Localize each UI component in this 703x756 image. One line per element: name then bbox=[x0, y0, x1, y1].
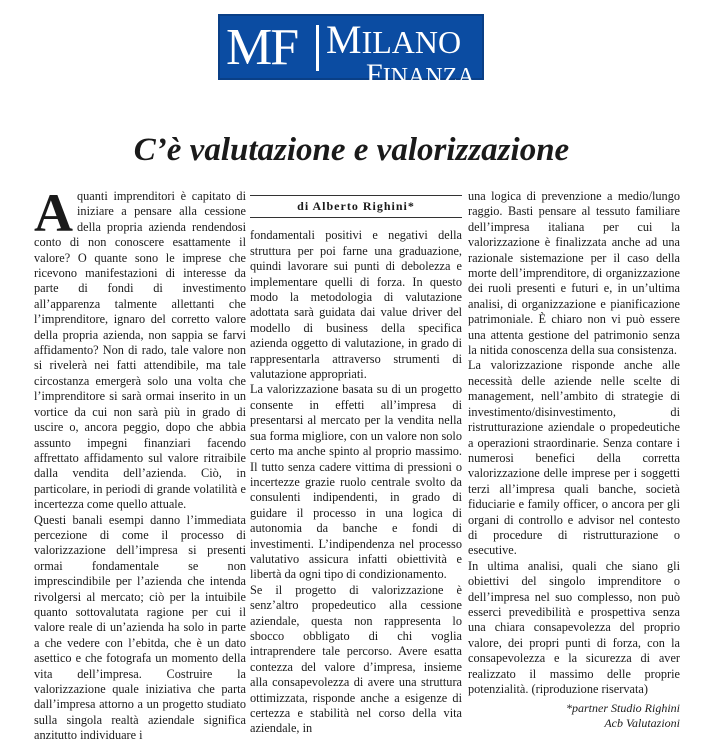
masthead-wordmark bbox=[326, 17, 475, 91]
paragraph: Questi banali esempi danno l’immediata percezione di come il processo di valorizzazione dell’impresa si presenti ormai fondamentale se non imprescindibile per l’azienda che intenda rivolgersi al mercato; ciò per la intuibile quanto sottovalutata ragione per cui il valore reale di un’azienda ha solo in parte a che vedere con l’ebitda, che è un dato asettico e che fotografa un momento della vita dell’impresa. Costruire la valorizzazione quale iniziativa che parta dall’impresa attorno a un progetto studiato sulla singola realtà aziendale significa anzitutto individuare i bbox=[34, 512, 246, 743]
masthead-divider bbox=[316, 25, 319, 71]
masthead-mf: MF bbox=[226, 19, 298, 76]
author-affiliation: *partner Studio Righini bbox=[566, 701, 680, 716]
paragraph: fondamentali positivi e negativi della struttura per poi farne una graduazione, quindi lavorare sui punti di debolezza e implementare quelli di forza. In questo modo la metodologia di valutazione adottata sarà guidata dai value driver del modello di business della specifica azienda oggetto di valutazione, in grado di rappresentarla attraverso strumenti di valutazione appropriati. bbox=[250, 228, 462, 382]
paragraph: Aquanti imprenditori è capitato di iniziare a pensare alla cessione della propria azienda rendendosi conto di non conoscere esattamente il valore? O quante sono le imprese che ricevono manifestazioni di interesse da parte di fondi di investimento all’apparenza talmente allettanti che l’imprenditore, ignaro del corretto valore della propria azienda, non sappia se farvi affidamento? Non di rado, tale valore non si rivelerà nei fatti attendibile, ma tale circostanza emergerà solo una volta che l’imprenditore si sarà ormai inserito in un vortice da cui non sarà più in grado di uscire o, ancora peggio, dopo che abbia assunto impegni finanziari facendo affrettato affidamento sul valore ritraibile dalla vendita dell’azienda. Ciò, in particolare, in periodi di grande volatilità e incertezza come quello attuale. bbox=[34, 183, 246, 512]
article-column-2 bbox=[250, 195, 462, 737]
paragraph: Se il progetto di valorizzazione è senz’altro propedeutico alla cessione aziendale, questa non rappresenta lo sbocco obbligato di chi voglia intraprendere tale percorso. Avere esatta contezza del valore d’impresa, insieme alla consapevolezza di avere una struttura ottimizzata, risponde anche a esigenze di certezza e stabilità nel corso della vita aziendale, in bbox=[250, 582, 462, 736]
article-column-3 bbox=[468, 189, 680, 731]
paragraph: una logica di prevenzione a medio/lungo raggio. Basti pensare al tessuto familiare dell’impresa italiana per cui la valorizzazione è finalizzata anche ad una razionale sistemazione per il caso della morte dell’imprenditore, di organizzazione dei ruoli presenti e futuri e, in un’ultima analisi, di organizzazione e pianificazione patrimoniale. È chiaro non vi può essere una attenta gestione del patrimonio senza la nitida conoscenza della sua consistenza. bbox=[468, 189, 680, 358]
paragraph: La valorizzazione risponde anche alle necessità delle aziende nelle scelte di management, nell’ambito di strategie di investimento/disinvestimento, di ristrutturazione aziendale o propedeutiche a operazioni straordinarie. Senza contare i numerosi benefici della corretta valorizzazione delle imprese per i soggetti terzi all’impresa quali banche, società fiduciarie e family officer, o ancora per gli organi di controllo e advisor nel contesto di procedure di ristrutturazione o esecutive. bbox=[468, 358, 680, 558]
masthead-logo bbox=[218, 14, 484, 91]
article-title: C’è valutazione e valorizzazione bbox=[133, 132, 570, 168]
byline: di Alberto Righini* bbox=[250, 195, 462, 218]
masthead-word-finanza: FINANZA bbox=[366, 58, 475, 91]
article-column-1 bbox=[34, 183, 246, 744]
masthead-word-milano: MILANO bbox=[326, 17, 462, 62]
author-note bbox=[468, 701, 680, 731]
drop-cap: A bbox=[34, 183, 73, 243]
paragraph: In ultima analisi, quali che siano gli obiettivi del singolo imprenditore o dell’impresa nel suo complesso, non può esserci prevedibilità e prospettiva senza una chiara consapevolezza del proprio valore, dei propri punti di forza, con la consapevolezza e la sicurezza di aver realizzato il massimo delle proprie potenzialità. (riproduzione riservata) bbox=[468, 558, 680, 696]
paragraph: La valorizzazione basata su di un progetto consente in effetti all’impresa di presentarsi al mercato per la vendita nella sua forma migliore, con un valore non solo certo ma anche spinto al proprio massimo. Il tutto senza cadere vittima di pressioni o incertezze grazie ruolo centrale svolto da consulenti indipendenti, in grado di guidare il processo in una logica di autonomia da banche e fondi di investimenti. L’indipendenza nel processo valutativo assicura infatti obiettività e libertà da ogni tipo di condizionamento. bbox=[250, 382, 462, 582]
author-company: Acb Valutazioni bbox=[604, 716, 680, 731]
